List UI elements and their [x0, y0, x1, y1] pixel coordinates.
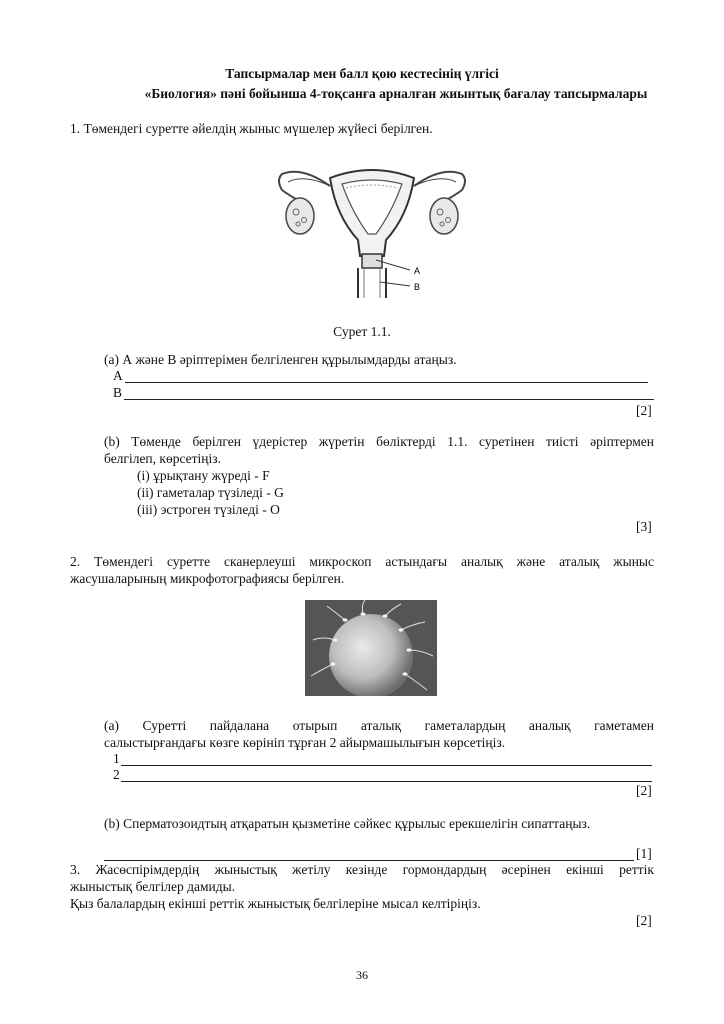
q2b-score: [1] — [636, 846, 652, 861]
answer-a-label: A — [113, 368, 123, 383]
q1b-score: [3] — [636, 519, 652, 534]
q2a-prompt-line2: салыстырғандағы көзге көрініп тұрған 2 айырмашылығын көрсетіңіз. — [104, 735, 506, 750]
q1a-prompt: (a) А және В әріптерімен белгіленген құрылымдарды атаңыз. — [104, 352, 457, 367]
answer-b-line[interactable] — [124, 385, 654, 400]
q3-stem-line1: 3. Жасөспірімдердің жыныстық жетілу кезінде гормондардың әсерінен екінші реттік — [70, 862, 654, 877]
answer-b-label: B — [113, 385, 123, 400]
q2a-score: [2] — [636, 783, 652, 798]
sem-micrograph-image — [305, 600, 437, 696]
answer-2-line[interactable] — [121, 767, 652, 782]
q3-stem-line2: жыныстық белгілер дамиды. — [70, 879, 236, 894]
page-number: 36 — [356, 968, 368, 982]
label-a: A — [414, 266, 421, 276]
reproductive-system-diagram — [272, 156, 472, 298]
answer-2-label: 2 — [113, 767, 120, 782]
q1b-item-3: (ііі) эстроген түзіледі - О — [137, 502, 280, 517]
q3-score: [2] — [636, 913, 652, 928]
document-subtitle: «Биология» пәні бойынша 4-тоқсанға арналған жиынтық бағалау тапсырмалары — [144, 86, 648, 101]
answer-1-line[interactable] — [121, 751, 652, 766]
answer-1-label: 1 — [113, 751, 120, 766]
figure-caption: Сурет 1.1. — [333, 324, 391, 339]
q3-prompt: Қыз балалардың екінші реттік жыныстық белгілеріне мысал келтіріңіз. — [70, 896, 481, 911]
q2b-prompt: (b) Сперматозоидтың атқаратын қызметіне сәйкес құрылыс ерекшелігін сипаттаңыз. — [104, 816, 591, 831]
q1b-prompt-line1: (b) Төменде берілген үдерістер жүретін бөліктерді 1.1. суретінен тиісті әріптермен — [104, 434, 654, 449]
q2-stem-line2: жасушаларының микрофотографиясы берілген. — [70, 571, 345, 586]
q2b-answer-line[interactable] — [104, 846, 634, 861]
q1b-prompt-line2: белгілеп, көрсетіңіз. — [104, 451, 221, 466]
q1b-item-1: (і) ұрықтану жүреді - F — [137, 468, 270, 483]
document-title: Тапсырмалар мен балл қою кестесінің үлгісі — [225, 66, 499, 81]
q1b-item-2: (іі) гаметалар түзіледі - G — [137, 485, 284, 500]
q1-stem: 1. Төмендегі суретте әйелдің жыныс мүшелер жүйесі берілген. — [70, 121, 433, 136]
q1a-score: [2] — [636, 403, 652, 418]
label-b: B — [414, 282, 421, 292]
q2-stem-line1: 2. Төмендегі суретте сканерлеуші микроскоп астындағы аналық және аталық жыныс — [70, 554, 654, 569]
q2a-prompt-line1: (a) Суретті пайдалана отырып аталық гаметалардың аналық гаметамен — [104, 718, 654, 733]
answer-a-line[interactable] — [125, 368, 648, 383]
